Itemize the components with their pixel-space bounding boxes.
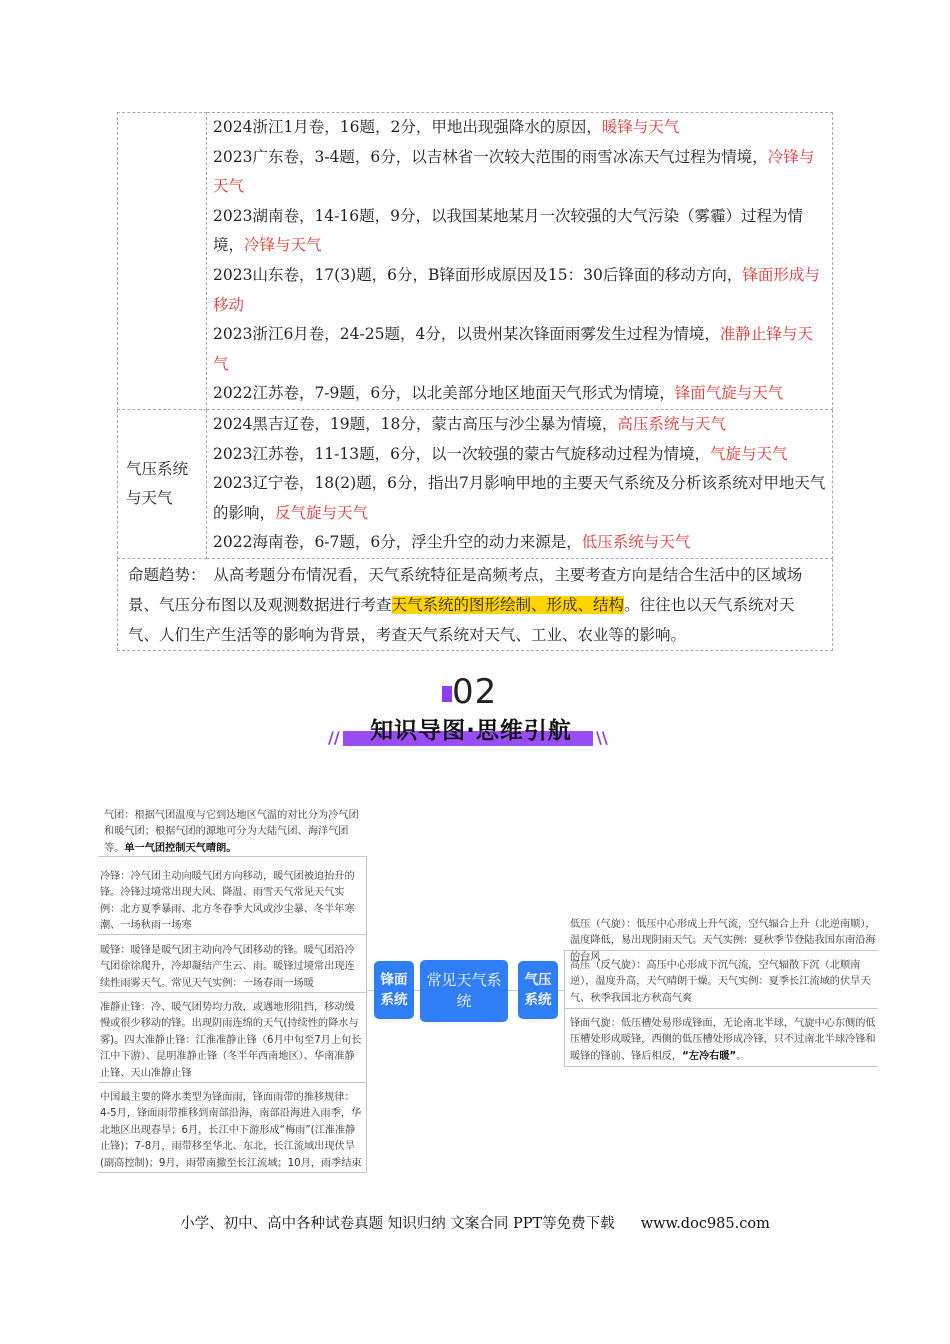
- branch-node-pressure-system: 气压系统: [518, 961, 558, 1019]
- section-title-box: [343, 712, 593, 746]
- topic-tag: 高压系统与天气: [617, 414, 726, 433]
- table-row: [118, 113, 833, 410]
- list-item: 2022江苏卷，7-9题，6分，以北美部分地区地面天气形式为情境，锋面气旋与天气: [213, 384, 784, 403]
- topic-tag: 气旋与天气: [710, 444, 788, 463]
- category-cell: 气压系统与天气: [118, 409, 207, 558]
- slash-decoration-left: //: [328, 728, 340, 747]
- mindmap-node-cold-front: 冷锋：冷气团主动向暖气团方向移动，暖气团被迫抬升的锋。冷锋过境常出现大风、降温、雨雪天气常见天气实例：北方夏季暴雨、北方冬春季大风或沙尘暴、冬半年寒潮、一场秋雨一场寒: [100, 871, 355, 932]
- topic-tag: 准静止锋与天气: [213, 325, 813, 373]
- connector-line: [564, 1066, 878, 1067]
- slash-decoration-right: \\: [596, 728, 608, 747]
- section-number: 02: [452, 672, 498, 712]
- table-row: [118, 409, 833, 558]
- list-item: 2023浙江6月卷，24-25题，4分，以贵州某次锋面雨雾发生过程为情境，准静止锋与天气: [213, 325, 813, 373]
- topic-tag: 暖锋与天气: [601, 118, 680, 136]
- mindmap-node-high-pressure: 高压（反气旋）：高压中心形成下沉气流，空气辐散下沉（北顺南逆），温度升高，天气晴朗干燥。天气实例：夏季长江流域的伏旱天气、秋季我国北方秋高气爽: [570, 960, 871, 1004]
- category-cell-empty: [118, 113, 207, 410]
- items-cell: [207, 113, 833, 410]
- table-row: [118, 558, 833, 650]
- exam-table: [117, 112, 833, 651]
- mindmap-node-low-pressure: 低压（气旋）：低压中心形成上升气流，空气辐合上升（北逆南顺），温度降低，易出现阴雨天气。天气实例：夏秋季节登陆我国东南沿海的台风: [570, 919, 876, 963]
- list-item: 2023广东卷，3-4题，6分，以吉林省一次较大范围的雨雪冰冻天气过程为情境，冷锋与天气: [213, 147, 815, 196]
- mindmap-node-frontal-rain: 中国最主要的降水类型为锋面雨，锋面雨带的推移规律：4-5月，锋面雨带推移到南部沿海，南部沿海进入雨季，华北地区出现春旱；6月，长江中下游形成“梅雨”(江淮准静止锋)；7-8月，雨带移至华北、东北，长江流域出现伏旱(副高控制)；9月，雨带南撤至长江流域；10月，雨季结束: [100, 1092, 362, 1169]
- topic-tag: 反气旋与天气: [275, 503, 369, 522]
- list-item: 2023湖南卷，14-16题，9分，以我国某地某月一次较强的大气污染（雾霾）过程为情境，冷锋与天气: [213, 206, 803, 255]
- footer: [0, 1212, 950, 1233]
- topic-tag: 锋面气旋与天气: [674, 384, 784, 403]
- branch-node-front-system: 锋面系统: [374, 961, 414, 1019]
- mindmap-node-frontal-cyclone: 锋面气旋：低压槽处易形成锋面，无论南北半球，气旋中心东侧的低压槽处形成暖锋，西侧的低压槽处形成冷锋，只不过南北半球冷锋和暖锋的锋前、锋后相反，“左冷右暖”。: [570, 1018, 876, 1062]
- items-cell: [207, 409, 833, 558]
- connector-line: [366, 990, 374, 991]
- topic-tag: 低压系统与天气: [581, 533, 691, 552]
- topic-tag: 冷锋与天气: [244, 236, 322, 255]
- list-item: 2024浙江1月卷，16题，2分，甲地出现强降水的原因，暖锋与天气: [213, 118, 680, 136]
- section-title: 知识导图·思维引航: [370, 718, 572, 744]
- mindmap-node-warm-front: 暖锋：暖锋是暖气团主动向冷气团移动的锋。暖气团沿冷气团徐徐爬升，冷却凝结产生云、雨。暖锋过境常出现连续性雨雾天气。常见天气实例：一场春雨一场暖: [100, 945, 355, 989]
- list-item: 2023江苏卷，11-13题，6分，以一次较强的蒙古气旋移动过程为情境，气旋与天气: [213, 444, 788, 463]
- highlight-text: 天气系统的图形绘制、形成、结构: [391, 595, 625, 614]
- list-item: 2022海南卷，6-7题，6分，浮尘升空的动力来源是，低压系统与天气: [213, 533, 691, 552]
- connector-line: [98, 1172, 366, 1173]
- topic-tag: 锋面形成与移动: [213, 265, 820, 314]
- footer-url[interactable]: www.doc985.com: [640, 1216, 770, 1232]
- list-item: 2024黑吉辽卷，19题，18分，蒙古高压与沙尘暴为情境，高压系统与天气: [213, 414, 726, 433]
- section-number-accent: [442, 686, 452, 702]
- list-item: 2023山东卷，17(3)题，6分，B锋面形成原因及15：30后锋面的移动方向，锋面形成与移动: [213, 265, 820, 314]
- mindmap-node-stationary-front: 准静止锋：冷、暖气团势均力敌，或遇地形阻挡，移动缓慢或很少移动的锋。出现阴雨连绵的天气(持续性的降水与雾)。四大准静止锋：江淮准静止锋（6月中旬至7月上旬长江中下游）、昆明准静止锋（冬半年西南地区）、华南准静止锋、天山准静止锋: [100, 1002, 362, 1079]
- connector-line: [98, 1082, 366, 1083]
- trend-cell: 命题趋势： 从高考题分布情况看，天气系统特征是高频考点，主要考查方向是结合生活中的区域场景、气压分布图以及观测数据进行考查天气系统的图形绘制、形成、结构。往往也以天气系统对天气、人们生产生活等的影响为背景，考查天气系统对天气、工业、农业等的影响。: [118, 558, 833, 650]
- mindmap-node-air-mass: 气团：根据气团温度与它到达地区气温的对比分为冷气团和暖气团；根据气团的源地可分为大陆气团、海洋气团等。单一气团控制天气晴朗。: [104, 810, 359, 854]
- center-node: 常见天气系统: [420, 960, 508, 1022]
- footer-text: 小学、初中、高中各种试卷真题 知识归纳 文案合同 PPT等免费下载: [180, 1216, 615, 1232]
- connector-line: [564, 1008, 878, 1009]
- list-item: 2023辽宁卷，18(2)题，6分，指出7月影响甲地的主要天气系统及分析该系统对甲地天气的影响，反气旋与天气: [213, 474, 826, 522]
- connector-line: [508, 990, 518, 991]
- connector-spine-left: [366, 856, 367, 1172]
- topic-tag: 冷锋与天气: [213, 147, 815, 196]
